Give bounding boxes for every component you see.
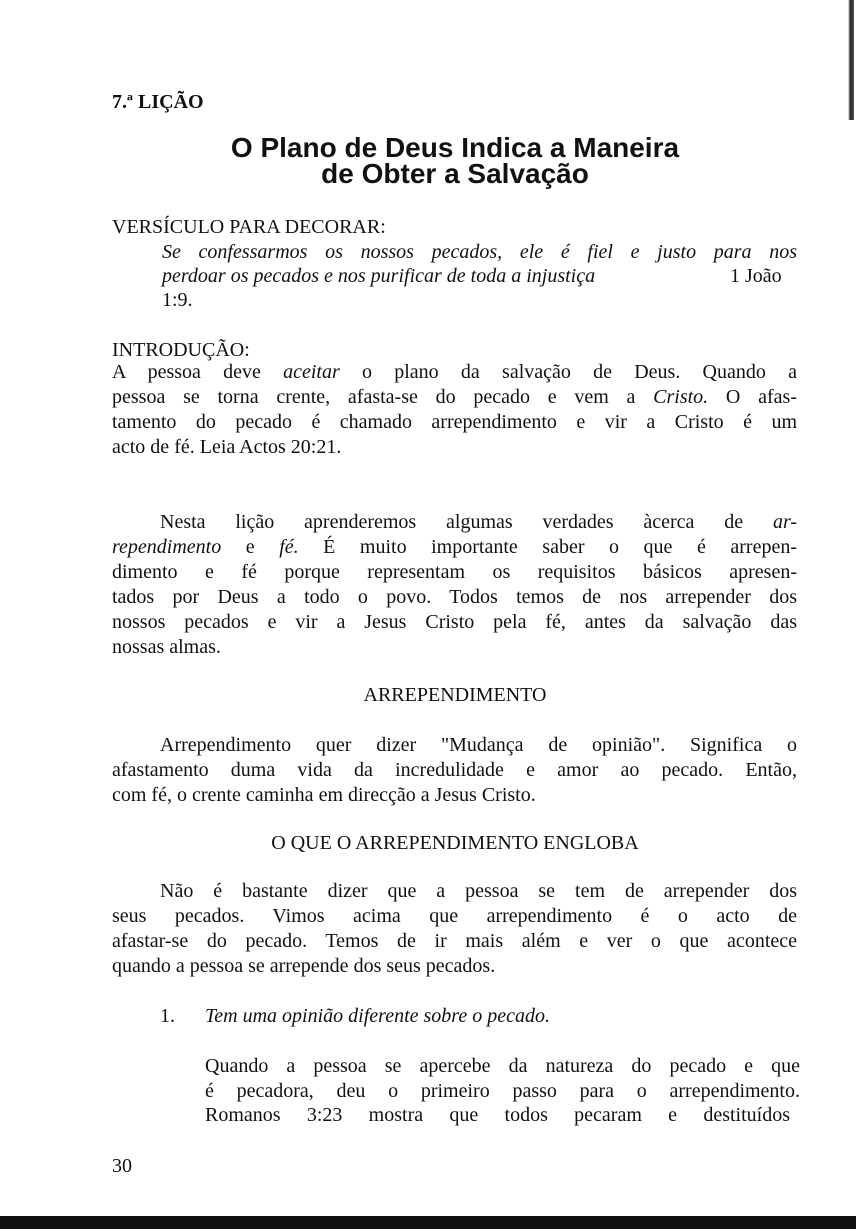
verse-line: perdoar os pecados e nos purificar de toda a injustiça [162, 265, 596, 287]
verse-line: 1:9. [162, 289, 193, 311]
paragraph-line: pessoa se torna crente, afasta-se do pecado e vem a Cristo. O afas- [112, 386, 797, 408]
paragraph-line: dimento e fé porque representam os requisitos básicos apresen- [112, 561, 797, 583]
paragraph-line: afastamento duma vida da incredulidade e amor ao pecado. Então, [112, 759, 797, 781]
paragraph-line: tamento do pecado é chamado arrependimento e vir a Cristo é um [112, 411, 797, 433]
list-item-number: 1. [160, 1005, 175, 1027]
intro-heading: INTRODUÇÃO: [112, 339, 250, 361]
paragraph-line: A pessoa deve aceitar o plano da salvação de Deus. Quando a [112, 361, 797, 383]
paragraph-line: nossos pecados e vir a Jesus Cristo pela fé, antes da salvação das [112, 611, 797, 633]
scan-edge-artifact [848, 0, 854, 120]
paragraph-line: Arrependimento quer dizer "Mudança de opinião". Significa o [160, 734, 797, 756]
page-title-line-2: de Obter a Salvação [321, 158, 589, 189]
paragraph-line: acto de fé. Leia Actos 20:21. [112, 436, 342, 458]
page-title-line-1: O Plano de Deus Indica a Maneira [230, 132, 680, 163]
list-item-title: Tem uma opinião diferente sobre o pecado. [205, 1005, 550, 1027]
paragraph-line: com fé, o crente caminha em direcção a Jesus Cristo. [112, 784, 536, 806]
paragraph-line: seus pecados. Vimos acima que arrependimento é o acto de [112, 905, 797, 927]
paragraph-line: afastar-se do pecado. Temos de ir mais além e ver o que acontece [112, 930, 797, 952]
paragraph-line: rependimento e fé. É muito importante saber o que é arrepen- [112, 536, 797, 558]
paragraph-line: é pecadora, deu o primeiro passo para o arrependimento. [205, 1080, 800, 1102]
verse-reference: 1 João [730, 265, 782, 287]
paragraph-line: Nesta lição aprenderemos algumas verdades àcerca de ar- [160, 511, 797, 533]
page-number: 30 [112, 1155, 132, 1177]
lesson-label: 7.ª LIÇÃO [112, 91, 204, 113]
section-heading: ARREPENDIMENTO [363, 684, 547, 706]
scan-bottom-edge [0, 1216, 856, 1229]
verse-line: Se confessarmos os nossos pecados, ele é fiel e justo para nos [162, 241, 797, 263]
paragraph-line: tados por Deus a todo o povo. Todos temos de nos arrepender dos [112, 586, 797, 608]
paragraph-line: quando a pessoa se arrepende dos seus pecados. [112, 955, 496, 977]
paragraph-line: Quando a pessoa se apercebe da natureza do pecado e que [205, 1055, 800, 1077]
paragraph-line: Romanos 3:23 mostra que todos pecaram e destituídos [205, 1104, 790, 1126]
paragraph-line: Não é bastante dizer que a pessoa se tem de arrepender dos [160, 880, 797, 902]
verse-heading: VERSÍCULO PARA DECORAR: [112, 216, 386, 238]
paragraph-line: nossas almas. [112, 636, 221, 658]
section-heading: O QUE O ARREPENDIMENTO ENGLOBA [271, 832, 639, 854]
